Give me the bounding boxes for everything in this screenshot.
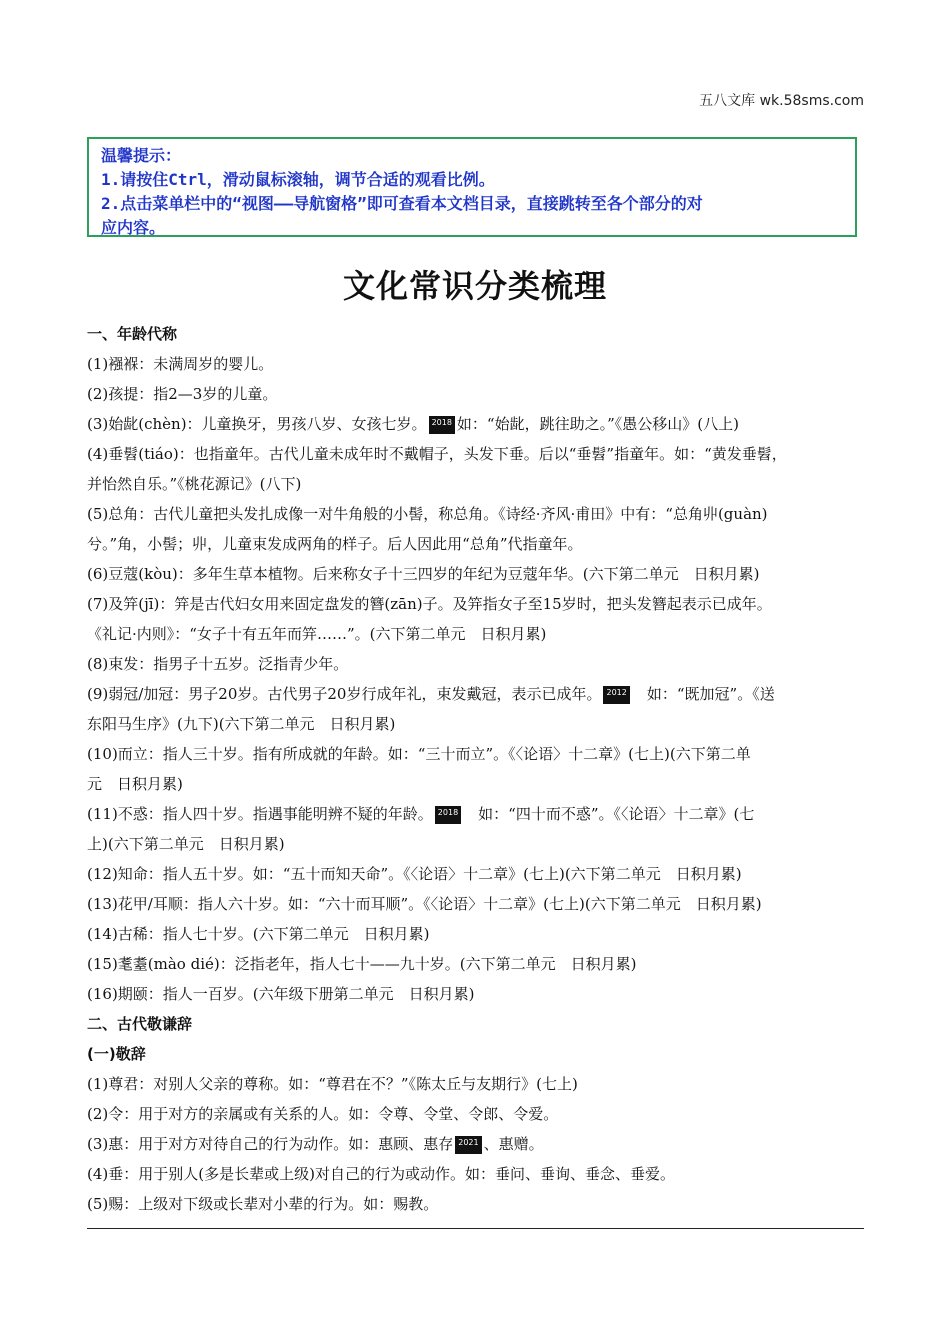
entry-haiti: (2)孩提：指2—3岁的儿童。 <box>87 385 278 403</box>
entry-zhiming: (12)知命：指人五十岁。如：“五十而知天命”。《〈论语〉十二章》(七上)(六下第二单元 日积月累) <box>87 865 742 883</box>
entry-text: 如：“既加冠”。《送 <box>646 685 775 703</box>
entry-text: 、惠赠。 <box>483 1135 544 1153</box>
entry-shufa: (8)束发：指男子十五岁。泛指青少年。 <box>87 655 349 673</box>
tip-line-3: 应内容。 <box>101 218 166 237</box>
entry-zunjun: (1)尊君：对别人父亲的尊称。如：“尊君在不？”《陈太丘与友期行》(七上) <box>87 1075 578 1093</box>
section-heading-honorifics: 二、古代敬谦辞 <box>87 1015 193 1033</box>
entry-text: 如：“四十而不惑”。《〈论语〉十二章》(七 <box>478 805 755 823</box>
entry-text: (3)惠：用于对方对待自己的行为动作。如：惠顾、惠存 <box>87 1135 454 1153</box>
entry-text: 如：“始龀，跳往助之。”《愚公移山》(八上) <box>456 415 739 433</box>
year-badge: 2012 <box>603 686 629 704</box>
entry-chui: (4)垂：用于别人(多是长辈或上级)对自己的行为或动作。如：垂问、垂询、垂念、垂爱。 <box>87 1165 675 1183</box>
entry-erli-cont: 元 日积月累) <box>87 775 183 793</box>
subsection-heading-jingci: (一)敬辞 <box>87 1045 146 1063</box>
entry-zongjiao-cont: 兮。”角，小髻；丱，儿童束发成两角的样子。后人因此用“总角”代指童年。 <box>87 535 583 553</box>
entry-chuitiao: (4)垂髫(tiáo)：也指童年。古代儿童未成年时不戴帽子，头发下垂。后以“垂髫”指童年。如：“黄发垂髫， <box>87 445 787 463</box>
year-badge: 2018 <box>435 806 461 824</box>
entry-qiyi: (16)期颐：指人一百岁。(六年级下册第二单元 日积月累) <box>87 985 475 1003</box>
entry-erli: (10)而立：指人三十岁。指有所成就的年龄。如：“三十而立”。《〈论语〉十二章》(七上)(六下第二单 <box>87 745 751 763</box>
site-watermark: 五八文库 wk.58sms.com <box>699 93 864 109</box>
entry-ruoguan <box>87 679 867 709</box>
entry-ruoguan-cont: 东阳马生序》(九下)(六下第二单元 日积月累) <box>87 715 396 733</box>
year-badge: 2018 <box>429 416 455 434</box>
entry-chuitiao-cont: 并怡然自乐。”《桃花源记》(八下) <box>87 475 302 493</box>
entry-text: (9)弱冠/加冠：男子20岁。古代男子20岁行成年礼，束发戴冠，表示已成年。 <box>87 685 602 703</box>
entry-ling: (2)令：用于对方的亲属或有关系的人。如：令尊、令堂、令郎、令爱。 <box>87 1105 559 1123</box>
footer-divider <box>87 1228 864 1229</box>
entry-qiangbao: (1)襁褓：未满周岁的婴儿。 <box>87 355 274 373</box>
entry-guxi: (14)古稀：指人七十岁。(六下第二单元 日积月累) <box>87 925 430 943</box>
entry-jiji-cont: 《礼记·内则》：“女子十有五年而笄……”。(六下第二单元 日积月累) <box>87 625 547 643</box>
document-title: 文化常识分类梳理 <box>342 267 607 305</box>
entry-text: (11)不惑：指人四十岁。指遇事能明辨不疑的年龄。 <box>87 805 433 823</box>
tip-box <box>87 137 857 237</box>
entry-zongjiao: (5)总角：古代儿童把头发扎成像一对牛角般的小髻，称总角。《诗经·齐风·甫田》中有：“总角丱(guàn) <box>87 505 768 523</box>
entry-text: (3)始龀(chèn)：儿童换牙，男孩八岁、女孩七岁。 <box>87 415 427 433</box>
tip-line-1: 1.请按住Ctrl，滑动鼠标滚轴，调节合适的观看比例。 <box>101 170 495 189</box>
year-badge: 2021 <box>455 1136 481 1154</box>
section-heading-age: 一、年龄代称 <box>87 325 178 343</box>
entry-shichen <box>87 409 867 439</box>
entry-maodie: (15)耄耋(mào dié)：泛指老年，指人七十——九十岁。(六下第二单元 日积月累) <box>87 955 637 973</box>
entry-huajia: (13)花甲/耳顺：指人六十岁。如：“六十而耳顺”。《〈论语〉十二章》(七上)(六下第二单元 日积月累) <box>87 895 762 913</box>
entry-doukou: (6)豆蔻(kòu)：多年生草本植物。后来称女子十三四岁的年纪为豆蔻年华。(六下第二单元 日积月累) <box>87 565 760 583</box>
tip-title: 温馨提示： <box>101 146 182 165</box>
entry-jiji: (7)及笄(jī)：笄是古代妇女用来固定盘发的簪(zān)子。及笄指女子至15岁时，把头发簪起表示已成年。 <box>87 595 772 613</box>
entry-buhuo <box>87 799 867 829</box>
entry-buhuo-cont: 上)(六下第二单元 日积月累) <box>87 835 285 853</box>
document-body <box>87 319 867 1219</box>
entry-ci: (5)赐：上级对下级或长辈对小辈的行为。如：赐教。 <box>87 1195 439 1213</box>
tip-line-2: 2.点击菜单栏中的“视图——导航窗格”即可查看本文档目录，直接跳转至各个部分的对 <box>101 194 703 213</box>
entry-hui <box>87 1129 867 1159</box>
